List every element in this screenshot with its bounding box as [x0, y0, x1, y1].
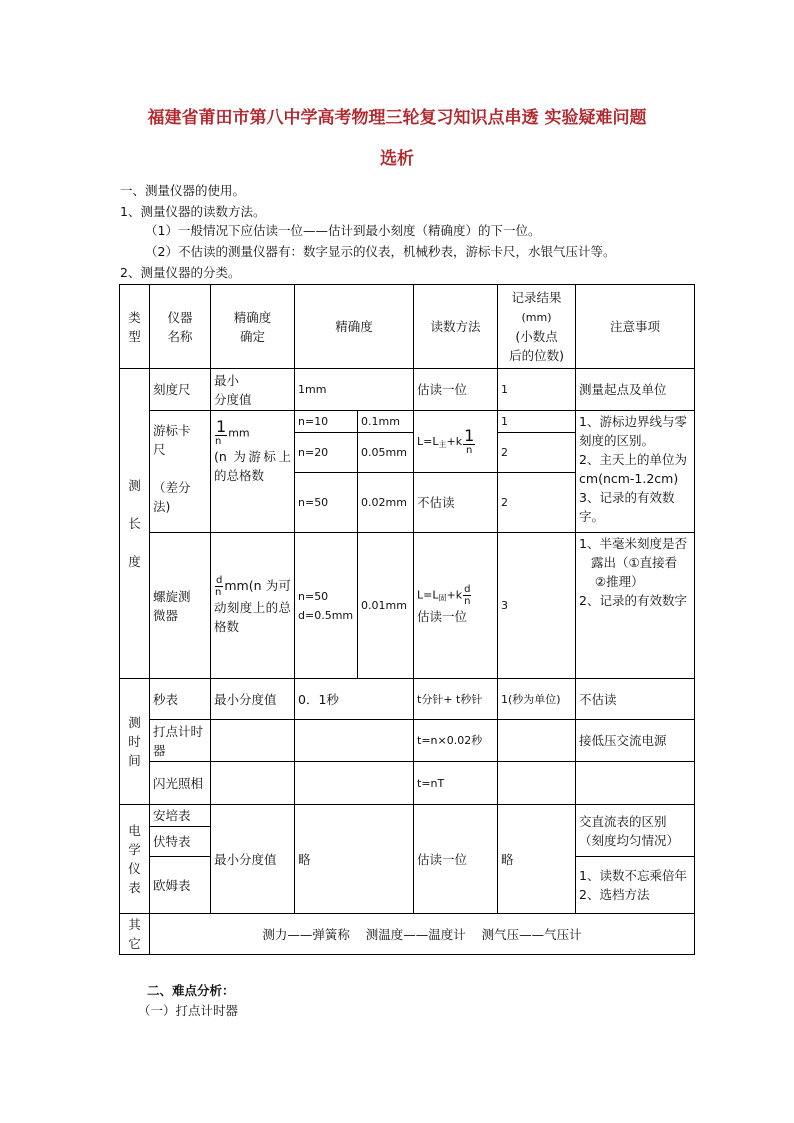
stopwatch-precision: 0．1秒 [295, 679, 414, 720]
header-notes: 注意事项 [576, 285, 695, 369]
table-row-ammeter [120, 805, 695, 827]
caliper-r20: 2 [498, 433, 576, 473]
caliper-reading-note: 不估读 [414, 473, 498, 533]
stopwatch-record: 1(秒为单位) [498, 679, 576, 720]
type-time: 测 时 间 [120, 679, 150, 805]
caliper-fraction: $\frac{1}{n}$ [215, 417, 227, 447]
caliper-p10: 0.1mm [358, 411, 414, 433]
caliper-notes: 1、游标边界线与零刻度的区别。 2、主天上的单位为 cm(ncm-1.2cm) 3、记录的有效数字。 [576, 411, 695, 533]
table-row-stopwatch [120, 679, 695, 720]
type-other: 其 它 [120, 914, 150, 955]
electric-method: 最小分度值 [211, 805, 295, 914]
intro-estimate-rule: （1）一般情况下应估读一位——估计到最小刻度（精确度）的下一位。 [145, 223, 541, 238]
type-length: 测 长 度 [120, 369, 150, 679]
voltmeter-name: 伏特表 [150, 827, 211, 857]
electric-notes-top: 交直流表的区别（刻度均匀情况） [576, 805, 695, 857]
electric-record: 略 [498, 805, 576, 914]
document-title-line2: 选析 [380, 149, 414, 169]
caliper-name: 游标卡 尺 （差分 法) [150, 411, 211, 533]
ruler-reading: 估读一位 [414, 369, 498, 411]
intro-no-estimate-rule: （2）不估读的测量仪器有：数字显示的仪表，机械秒表，游标卡尺，水银气压计等。 [145, 244, 616, 259]
caliper-r10: 1 [498, 411, 576, 433]
caliper-n50: n=50 [295, 473, 358, 533]
micrometer-name: 螺旋测 微器 [150, 533, 211, 679]
table-row-other [120, 914, 695, 955]
table-row-strobe [120, 762, 695, 805]
ammeter-name: 安培表 [150, 805, 211, 827]
timer-reading: t=n×0.02秒 [414, 720, 498, 762]
caliper-r50: 2 [498, 473, 576, 533]
intro-classification: 2、测量仪器的分类。 [120, 265, 241, 280]
section2-heading: 二、难点分析： [147, 983, 235, 998]
ohmmeter-name: 欧姆表 [150, 857, 211, 914]
table-row-ruler [120, 369, 695, 411]
ruler-notes: 测量起点及单位 [576, 369, 695, 411]
electric-precision: 略 [295, 805, 414, 914]
table-row-micrometer [120, 533, 695, 679]
caliper-n10: n=10 [295, 411, 358, 433]
document-title-line1: 福建省莆田市第八中学高考物理三轮复习知识点串透 实验疑难问题 [147, 108, 647, 128]
timer-name: 打点计时器 [150, 720, 211, 762]
type-electric: 电 学 仪 表 [120, 805, 150, 914]
table-row-timer [120, 720, 695, 762]
caliper-reading-formula: $L=L_主+k$ $\frac{1}{n}$ [414, 411, 498, 473]
other-content: 测力——弹簧称 测温度——温度计 测气压——气压计 [150, 914, 695, 955]
micrometer-method: $\frac{d}{n}$ mm(n 为可动刻度上的总格数 [211, 533, 295, 679]
strobe-reading: t=nT [414, 762, 498, 805]
micrometer-notes: 1、半毫米刻度是否 露出（①直接看 ②推理） 2、记录的有效数字 [576, 533, 695, 679]
ruler-precision: 1mm [295, 369, 414, 411]
intro-reading-method: 1、测量仪器的读数方法。 [120, 204, 266, 219]
header-precision-method: 精确度 确定 [211, 285, 295, 369]
header-type: 类 型 [120, 285, 150, 369]
caliper-p20: 0.05mm [358, 433, 414, 473]
micrometer-precision: 0.01mm [358, 533, 414, 679]
header-record: 记录结果 (mm) (小数点 后的位数) [498, 285, 576, 369]
intro-heading: 一、测量仪器的使用。 [120, 183, 246, 198]
ruler-method: 最小 分度值 [211, 369, 295, 411]
micrometer-nd: n=50 d=0.5mm [295, 533, 358, 679]
micrometer-record: 3 [498, 533, 576, 679]
strobe-name: 闪光照相 [150, 762, 211, 805]
electric-notes-bottom: 1、读数不忘乘倍年 2、选档方法 [576, 857, 695, 914]
caliper-n20: n=20 [295, 433, 358, 473]
stopwatch-reading: t分针+ t秒针 [414, 679, 498, 720]
caliper-p50: 0.02mm [358, 473, 414, 533]
table-header-row [120, 285, 695, 369]
stopwatch-name: 秒表 [150, 679, 211, 720]
ruler-name: 刻度尺 [150, 369, 211, 411]
instrument-table [119, 284, 695, 955]
header-reading: 读数方法 [414, 285, 498, 369]
section2-sub: （一）打点计时器 [138, 1003, 239, 1018]
header-precision: 精确度 [295, 285, 414, 369]
table-row-caliper-n10 [120, 411, 695, 433]
stopwatch-notes: 不估读 [576, 679, 695, 720]
stopwatch-method: 最小分度值 [211, 679, 295, 720]
caliper-method: $\frac{1}{n}$ mm (n 为游标上的总格数 [211, 411, 295, 533]
electric-reading: 估读一位 [414, 805, 498, 914]
header-instrument: 仪器 名称 [150, 285, 211, 369]
ruler-record: 1 [498, 369, 576, 411]
micrometer-fraction: $\frac{d}{n}$ [215, 575, 223, 598]
micrometer-reading: $L=L_固+k$ $\frac{d}{n}$ 估读一位 [414, 533, 498, 679]
timer-notes: 接低压交流电源 [576, 720, 695, 762]
